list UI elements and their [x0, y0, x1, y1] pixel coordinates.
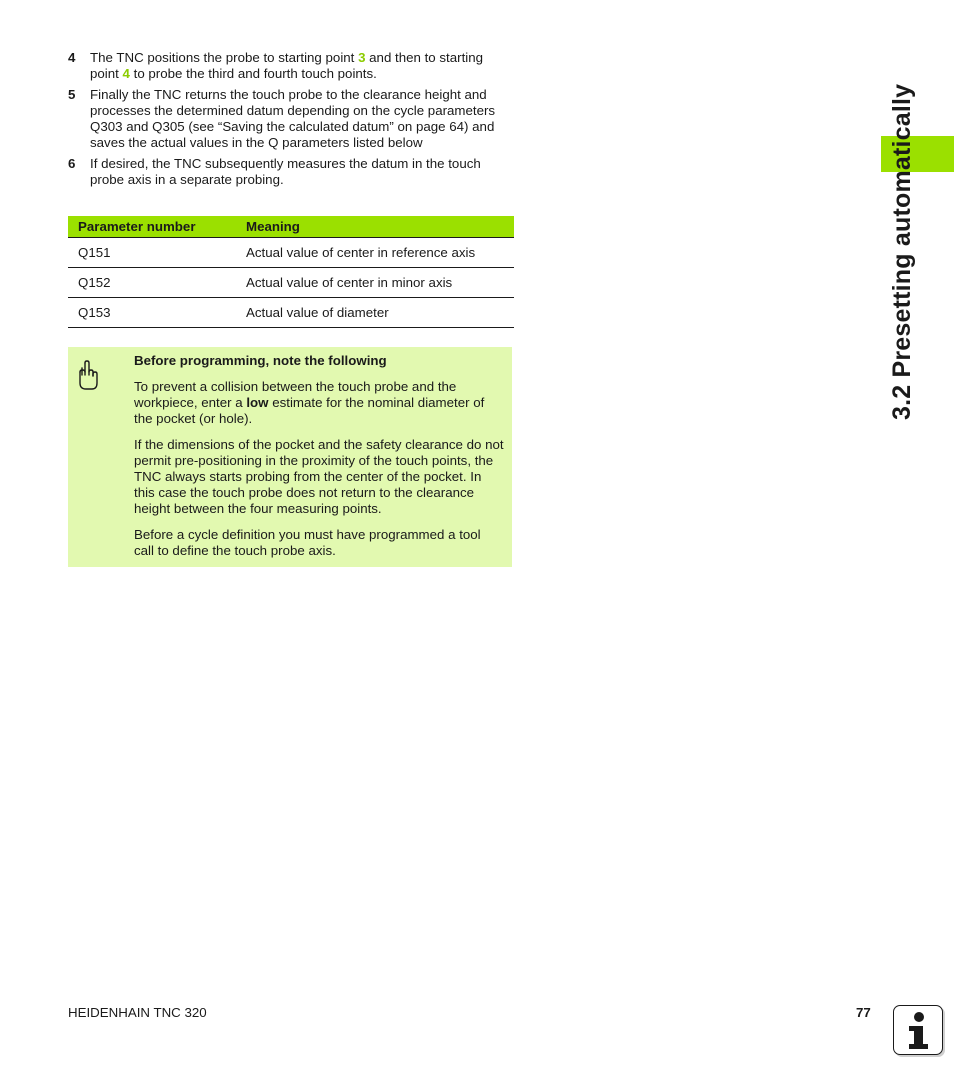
step-text-part: The TNC positions the probe to starting point — [90, 50, 359, 65]
pointing-hand-icon — [76, 359, 100, 391]
step-point-ref: 4 — [122, 66, 130, 81]
note-box — [68, 347, 512, 567]
parameter-cell: Q153 — [68, 298, 236, 328]
meaning-cell: Actual value of diameter — [236, 298, 514, 328]
step-number: 4 — [68, 50, 76, 65]
step-list — [68, 50, 513, 193]
note-body — [134, 353, 504, 569]
footer-product: HEIDENHAIN TNC 320 — [68, 1005, 207, 1020]
parameter-cell: Q152 — [68, 268, 236, 298]
step-number: 6 — [68, 156, 76, 171]
note-paragraph — [134, 379, 504, 427]
step-point-ref: 3 — [358, 50, 366, 65]
meaning-cell: Actual value of center in minor axis — [236, 268, 514, 298]
step-text — [90, 50, 513, 82]
step-item — [68, 50, 513, 82]
header-parameter-number: Parameter number — [68, 216, 236, 238]
note-paragraph: Before a cycle definition you must have programmed a tool call to define the touch probe axis. — [134, 527, 481, 558]
parameter-cell: Q151 — [68, 238, 236, 268]
section-title: 3.2 Presetting automatically — [888, 83, 916, 420]
step-text: Finally the TNC returns the touch probe to the clearance height and processes the determined datum depending on the cycle parameters Q303 and Q305 (see “Saving the calculated datum” on page 64) and saves the actual values in the Q parameters listed below — [90, 87, 496, 150]
parameter-table — [68, 216, 514, 328]
step-item — [68, 87, 513, 151]
step-text-part: to probe the third and fourth touch points. — [129, 66, 377, 81]
step-text: If desired, the TNC subsequently measures the datum in the touch probe axis in a separate probing. — [90, 156, 481, 187]
step-item — [68, 156, 513, 188]
note-emphasis: low — [246, 395, 269, 410]
note-text: To prevent a collision between the touch probe and the workpiece, enter a — [134, 379, 457, 410]
table-row — [68, 298, 514, 328]
table-header-row — [68, 216, 514, 238]
note-text: estimate for the nominal diameter of the pocket (or hole). — [134, 395, 485, 426]
header-meaning: Meaning — [236, 216, 514, 238]
info-icon — [893, 1005, 943, 1055]
step-number: 5 — [68, 87, 76, 102]
step-text-part: and then to starting point — [90, 50, 484, 81]
note-title: Before programming, note the following — [134, 353, 387, 368]
note-paragraph: If the dimensions of the pocket and the safety clearance do not permit pre-positioning in the proximity of the touch points, the TNC always starts probing from the center of the pocket. In this case the touch probe does not return to the clearance height between the four measuring points. — [134, 437, 504, 516]
table-row — [68, 268, 514, 298]
meaning-cell: Actual value of center in reference axis — [236, 238, 514, 268]
page-number: 77 — [856, 1005, 871, 1020]
table-row — [68, 238, 514, 268]
